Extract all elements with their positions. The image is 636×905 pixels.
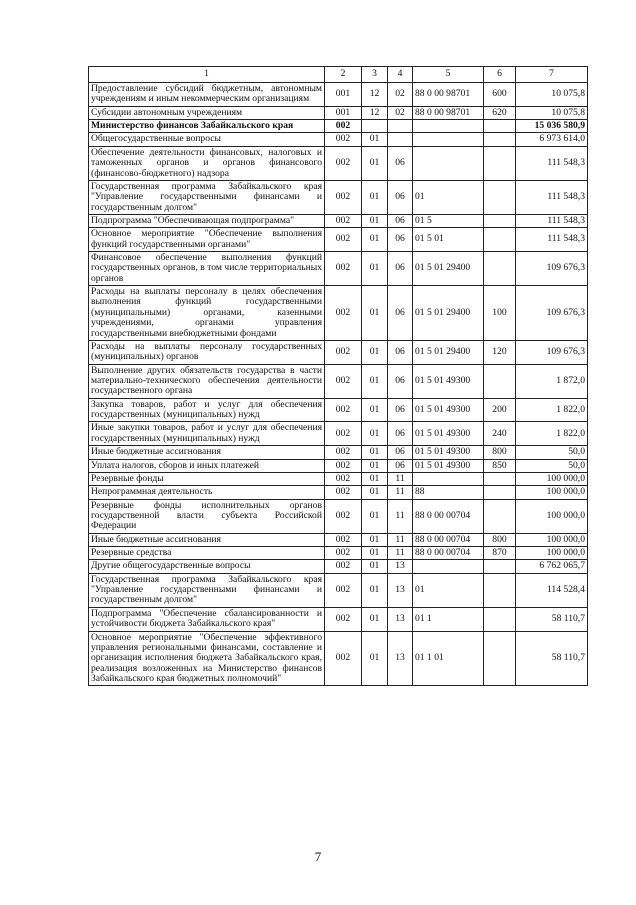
row-amount: 1 822,0 xyxy=(516,398,588,422)
row-amount: 58 110,7 xyxy=(516,631,588,686)
row-subsection-code: 06 xyxy=(388,286,413,341)
table-row xyxy=(89,252,588,286)
row-amount: 100 000,0 xyxy=(516,486,588,499)
row-section-code: 01 xyxy=(362,499,388,533)
table-row xyxy=(89,133,588,146)
row-section-code: 01 xyxy=(362,180,388,214)
row-section-code: 01 xyxy=(362,573,388,607)
row-name: Основное мероприятие "Обеспечение выполнения функций государственными органами" xyxy=(89,228,325,252)
row-amount: 109 676,3 xyxy=(516,340,588,364)
row-section-code: 01 xyxy=(362,446,388,459)
row-section-code: 01 xyxy=(362,547,388,560)
table-row xyxy=(89,486,588,499)
table-row xyxy=(89,422,588,446)
row-subsection-code: 11 xyxy=(388,472,413,485)
row-subsection-code xyxy=(388,133,413,146)
table-row xyxy=(89,459,588,472)
row-name: Резервные средства xyxy=(89,547,325,560)
row-expense-type xyxy=(484,486,516,499)
row-target-article: 01 5 01 49300 xyxy=(413,398,484,422)
row-subsection-code: 06 xyxy=(388,214,413,227)
row-expense-type xyxy=(484,560,516,573)
row-expense-type: 620 xyxy=(484,106,516,119)
row-subsection-code: 11 xyxy=(388,499,413,533)
row-subsection-code: 06 xyxy=(388,422,413,446)
row-grbs-code: 002 xyxy=(325,459,362,472)
row-amount: 109 676,3 xyxy=(516,286,588,341)
row-section-code: 01 xyxy=(362,560,388,573)
table-row xyxy=(89,547,588,560)
row-subsection-code: 13 xyxy=(388,560,413,573)
row-amount: 1 872,0 xyxy=(516,364,588,398)
table-row xyxy=(89,106,588,119)
row-section-code: 12 xyxy=(362,83,388,107)
row-amount: 111 548,3 xyxy=(516,228,588,252)
row-grbs-code: 002 xyxy=(325,286,362,341)
row-expense-type xyxy=(484,146,516,180)
row-subsection-code: 06 xyxy=(388,340,413,364)
row-grbs-code: 002 xyxy=(325,120,362,133)
row-amount: 100 000,0 xyxy=(516,533,588,546)
row-target-article: 88 0 00 98701 xyxy=(413,106,484,119)
row-expense-type xyxy=(484,499,516,533)
header-col-5: 5 xyxy=(413,67,484,83)
row-subsection-code: 06 xyxy=(388,398,413,422)
row-amount: 58 110,7 xyxy=(516,607,588,631)
row-section-code: 01 xyxy=(362,340,388,364)
row-subsection-code: 06 xyxy=(388,228,413,252)
header-col-6: 6 xyxy=(484,67,516,83)
row-expense-type xyxy=(484,120,516,133)
row-expense-type: 120 xyxy=(484,340,516,364)
row-expense-type xyxy=(484,214,516,227)
row-section-code: 12 xyxy=(362,106,388,119)
row-section-code: 01 xyxy=(362,472,388,485)
row-amount: 111 548,3 xyxy=(516,214,588,227)
row-subsection-code: 06 xyxy=(388,252,413,286)
row-name: Непрограммная деятельность xyxy=(89,486,325,499)
row-grbs-code: 002 xyxy=(325,133,362,146)
row-amount: 100 000,0 xyxy=(516,472,588,485)
row-grbs-code: 002 xyxy=(325,146,362,180)
row-grbs-code: 002 xyxy=(325,607,362,631)
row-expense-type xyxy=(484,607,516,631)
row-amount: 6 762 065,7 xyxy=(516,560,588,573)
row-expense-type xyxy=(484,472,516,485)
row-name: Общегосударственные вопросы xyxy=(89,133,325,146)
page-number: 7 xyxy=(314,849,322,864)
row-amount: 10 075,8 xyxy=(516,106,588,119)
row-section-code: 01 xyxy=(362,146,388,180)
row-grbs-code: 002 xyxy=(325,214,362,227)
header-col-7: 7 xyxy=(516,67,588,83)
row-target-article: 88 0 00 98701 xyxy=(413,83,484,107)
row-subsection-code: 13 xyxy=(388,607,413,631)
row-expense-type: 800 xyxy=(484,446,516,459)
row-expense-type: 600 xyxy=(484,83,516,107)
row-section-code: 01 xyxy=(362,286,388,341)
budget-table xyxy=(88,66,588,686)
row-subsection-code: 02 xyxy=(388,83,413,107)
row-expense-type xyxy=(484,133,516,146)
row-subsection-code: 06 xyxy=(388,180,413,214)
row-name: Иные закупки товаров, работ и услуг для обеспечения государственных (муниципальных) нужд xyxy=(89,422,325,446)
row-expense-type xyxy=(484,252,516,286)
row-target-article: 01 5 01 49300 xyxy=(413,459,484,472)
row-target-article: 01 1 01 xyxy=(413,631,484,686)
row-amount: 15 036 580,9 xyxy=(516,120,588,133)
row-grbs-code: 002 xyxy=(325,547,362,560)
row-section-code: 01 xyxy=(362,214,388,227)
table-row xyxy=(89,228,588,252)
row-subsection-code: 06 xyxy=(388,459,413,472)
row-grbs-code: 002 xyxy=(325,228,362,252)
row-grbs-code: 002 xyxy=(325,252,362,286)
row-name: Основное мероприятие "Обеспечение эффективного управления региональными финансами, составление и организация исполнения бюджета Забайкальского края, реализация возложенных на Министерство финансов Забайкальского края бюджетных полномочий" xyxy=(89,631,325,686)
row-expense-type xyxy=(484,364,516,398)
row-name: Государственная программа Забайкальского края "Управление государственными финансами и государственным долгом" xyxy=(89,573,325,607)
table-row xyxy=(89,214,588,227)
table-row xyxy=(89,499,588,533)
row-subsection-code: 06 xyxy=(388,446,413,459)
row-grbs-code: 001 xyxy=(325,83,362,107)
row-name: Резервные фонды xyxy=(89,472,325,485)
row-subsection-code xyxy=(388,120,413,133)
row-amount: 111 548,3 xyxy=(516,146,588,180)
row-expense-type xyxy=(484,573,516,607)
row-target-article: 88 xyxy=(413,486,484,499)
row-grbs-code: 002 xyxy=(325,422,362,446)
row-section-code xyxy=(362,120,388,133)
row-target-article: 01 xyxy=(413,180,484,214)
row-name: Расходы на выплаты персоналу государственных (муниципальных) органов xyxy=(89,340,325,364)
row-name: Предоставление субсидий бюджетным, автономным учреждениям и иным некоммерческим организациям xyxy=(89,83,325,107)
row-target-article: 88 0 00 00704 xyxy=(413,547,484,560)
row-name: Закупка товаров, работ и услуг для обеспечения государственных (муниципальных) нужд xyxy=(89,398,325,422)
header-col-1: 1 xyxy=(89,67,325,83)
table-row xyxy=(89,573,588,607)
row-subsection-code: 11 xyxy=(388,547,413,560)
row-subsection-code: 13 xyxy=(388,573,413,607)
header-col-3: 3 xyxy=(362,67,388,83)
row-name: Финансовое обеспечение выполнения функций государственных органов, в том числе территориальных органов xyxy=(89,252,325,286)
row-grbs-code: 002 xyxy=(325,560,362,573)
row-name: Субсидии автономным учреждениям xyxy=(89,106,325,119)
row-target-article xyxy=(413,133,484,146)
table-row xyxy=(89,446,588,459)
row-grbs-code: 002 xyxy=(325,499,362,533)
row-expense-type: 200 xyxy=(484,398,516,422)
table-row xyxy=(89,472,588,485)
budget-table-body xyxy=(89,67,588,686)
row-name: Подпрограмма "Обеспечение сбалансированности и устойчивости бюджета Забайкальского края" xyxy=(89,607,325,631)
table-row xyxy=(89,180,588,214)
row-grbs-code: 002 xyxy=(325,631,362,686)
row-amount: 10 075,8 xyxy=(516,83,588,107)
row-grbs-code: 002 xyxy=(325,364,362,398)
row-subsection-code: 11 xyxy=(388,486,413,499)
row-subsection-code: 02 xyxy=(388,106,413,119)
row-expense-type xyxy=(484,180,516,214)
row-subsection-code: 13 xyxy=(388,631,413,686)
row-subsection-code: 06 xyxy=(388,146,413,180)
row-target-article: 01 5 01 xyxy=(413,228,484,252)
row-expense-type: 100 xyxy=(484,286,516,341)
row-grbs-code: 002 xyxy=(325,472,362,485)
row-name: Государственная программа Забайкальского края "Управление государственными финансами и государственным долгом" xyxy=(89,180,325,214)
row-grbs-code: 002 xyxy=(325,446,362,459)
row-name: Выполнение других обязательств государства в части материально-технического обеспечения деятельности государственного органа xyxy=(89,364,325,398)
row-target-article: 01 5 xyxy=(413,214,484,227)
row-amount: 109 676,3 xyxy=(516,252,588,286)
row-amount: 50,0 xyxy=(516,459,588,472)
row-target-article: 01 5 01 49300 xyxy=(413,364,484,398)
row-expense-type: 240 xyxy=(484,422,516,446)
table-row xyxy=(89,120,588,133)
row-section-code: 01 xyxy=(362,631,388,686)
row-target-article xyxy=(413,146,484,180)
table-row xyxy=(89,533,588,546)
row-grbs-code: 001 xyxy=(325,106,362,119)
row-expense-type xyxy=(484,631,516,686)
row-name: Резервные фонды исполнительных органов государственной власти субъекта Российской Федерации xyxy=(89,499,325,533)
row-section-code: 01 xyxy=(362,422,388,446)
row-section-code: 01 xyxy=(362,133,388,146)
row-section-code: 01 xyxy=(362,607,388,631)
row-name: Обеспечение деятельности финансовых, налоговых и таможенных органов и органов финансового (финансово-бюджетного) надзора xyxy=(89,146,325,180)
row-expense-type: 800 xyxy=(484,533,516,546)
row-target-article: 01 1 xyxy=(413,607,484,631)
table-row xyxy=(89,364,588,398)
row-target-article: 01 5 01 29400 xyxy=(413,340,484,364)
header-col-4: 4 xyxy=(388,67,413,83)
row-target-article: 88 0 00 00704 xyxy=(413,499,484,533)
row-grbs-code: 002 xyxy=(325,180,362,214)
row-grbs-code: 002 xyxy=(325,398,362,422)
table-row xyxy=(89,398,588,422)
row-target-article: 01 5 01 49300 xyxy=(413,446,484,459)
row-target-article: 01 5 01 29400 xyxy=(413,286,484,341)
row-target-article xyxy=(413,472,484,485)
row-name: Другие общегосударственные вопросы xyxy=(89,560,325,573)
row-expense-type: 870 xyxy=(484,547,516,560)
row-target-article: 01 5 01 29400 xyxy=(413,252,484,286)
row-section-code: 01 xyxy=(362,459,388,472)
row-name: Иные бюджетные ассигнования xyxy=(89,533,325,546)
row-expense-type xyxy=(484,228,516,252)
row-section-code: 01 xyxy=(362,533,388,546)
row-section-code: 01 xyxy=(362,486,388,499)
row-amount: 6 973 614,0 xyxy=(516,133,588,146)
row-target-article xyxy=(413,560,484,573)
row-name: Министерство финансов Забайкальского края xyxy=(89,120,325,133)
row-amount: 114 528,4 xyxy=(516,573,588,607)
row-section-code: 01 xyxy=(362,252,388,286)
row-subsection-code: 06 xyxy=(388,364,413,398)
row-name: Подпрограмма "Обеспечивающая подпрограмма" xyxy=(89,214,325,227)
row-target-article: 01 5 01 49300 xyxy=(413,422,484,446)
header-col-2: 2 xyxy=(325,67,362,83)
row-amount: 1 822,0 xyxy=(516,422,588,446)
table-row xyxy=(89,340,588,364)
row-name: Расходы на выплаты персоналу в целях обеспечения выполнения функций государственными (муниципальными) органами, казенными учреждениями, органами управления государственными внебюджетными фондами xyxy=(89,286,325,341)
row-grbs-code: 002 xyxy=(325,486,362,499)
row-amount: 50,0 xyxy=(516,446,588,459)
row-expense-type: 850 xyxy=(484,459,516,472)
row-target-article: 01 xyxy=(413,573,484,607)
row-grbs-code: 002 xyxy=(325,533,362,546)
table-header-row xyxy=(89,67,588,83)
row-section-code: 01 xyxy=(362,228,388,252)
table-row xyxy=(89,560,588,573)
table-row xyxy=(89,83,588,107)
row-amount: 100 000,0 xyxy=(516,499,588,533)
row-grbs-code: 002 xyxy=(325,340,362,364)
row-amount: 111 548,3 xyxy=(516,180,588,214)
row-section-code: 01 xyxy=(362,398,388,422)
table-row xyxy=(89,286,588,341)
row-target-article: 88 0 00 00704 xyxy=(413,533,484,546)
row-target-article xyxy=(413,120,484,133)
row-name: Уплата налогов, сборов и иных платежей xyxy=(89,459,325,472)
table-row xyxy=(89,631,588,686)
row-grbs-code: 002 xyxy=(325,573,362,607)
table-row xyxy=(89,146,588,180)
row-name: Иные бюджетные ассигнования xyxy=(89,446,325,459)
row-subsection-code: 11 xyxy=(388,533,413,546)
table-row xyxy=(89,607,588,631)
row-amount: 100 000,0 xyxy=(516,547,588,560)
row-section-code: 01 xyxy=(362,364,388,398)
